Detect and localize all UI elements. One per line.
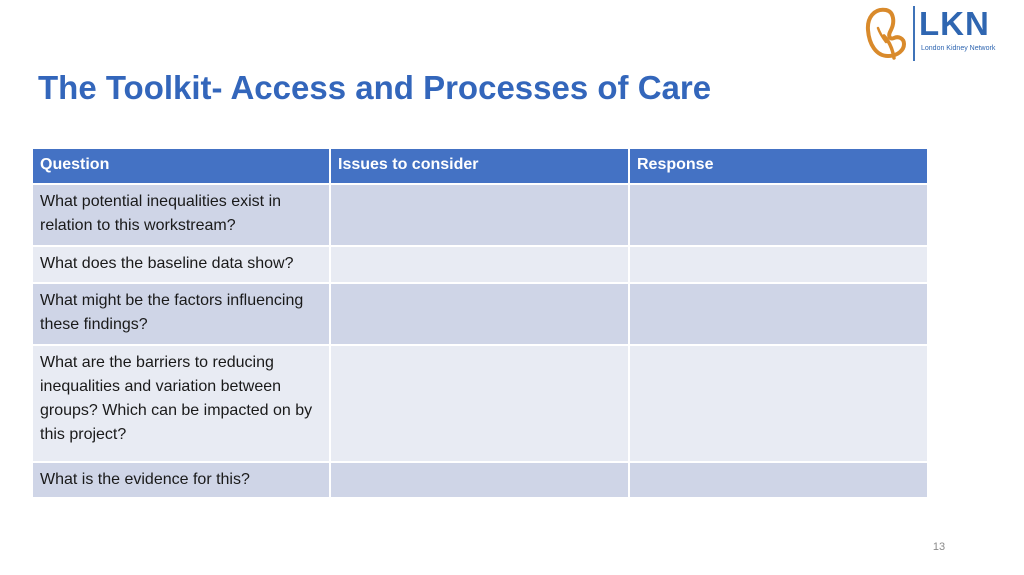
issues-cell[interactable] bbox=[330, 184, 629, 246]
table-row bbox=[32, 462, 928, 498]
table-row bbox=[32, 345, 928, 462]
logo-subtitle: London Kidney Network bbox=[921, 45, 996, 52]
response-cell[interactable] bbox=[629, 462, 928, 498]
question-cell: What are the barriers to reducing inequalities and variation between groups? Which can be impacted on by this project? bbox=[32, 345, 330, 462]
kidney-icon bbox=[864, 6, 910, 60]
page-number: 13 bbox=[932, 541, 946, 553]
header-response: Response bbox=[629, 148, 928, 184]
toolkit-table bbox=[31, 147, 929, 499]
header-question: Question bbox=[32, 148, 330, 184]
slide-title: The Toolkit- Access and Processes of Care bbox=[38, 69, 712, 106]
table-row bbox=[32, 184, 928, 246]
response-cell[interactable] bbox=[629, 283, 928, 345]
question-cell: What is the evidence for this? bbox=[32, 462, 330, 498]
table-header-row bbox=[32, 148, 928, 184]
response-cell[interactable] bbox=[629, 345, 928, 462]
response-cell[interactable] bbox=[629, 184, 928, 246]
question-cell: What might be the factors influencing these findings? bbox=[32, 283, 330, 345]
lkn-logo bbox=[864, 4, 1014, 62]
issues-cell[interactable] bbox=[330, 246, 629, 283]
issues-cell[interactable] bbox=[330, 462, 629, 498]
issues-cell[interactable] bbox=[330, 345, 629, 462]
logo-text: LKN bbox=[919, 5, 990, 42]
question-cell: What potential inequalities exist in relation to this workstream? bbox=[32, 184, 330, 246]
question-cell: What does the baseline data show? bbox=[32, 246, 330, 283]
header-issues: Issues to consider bbox=[330, 148, 629, 184]
logo-divider bbox=[913, 6, 915, 61]
issues-cell[interactable] bbox=[330, 283, 629, 345]
response-cell[interactable] bbox=[629, 246, 928, 283]
table-row bbox=[32, 246, 928, 283]
table-row bbox=[32, 283, 928, 345]
